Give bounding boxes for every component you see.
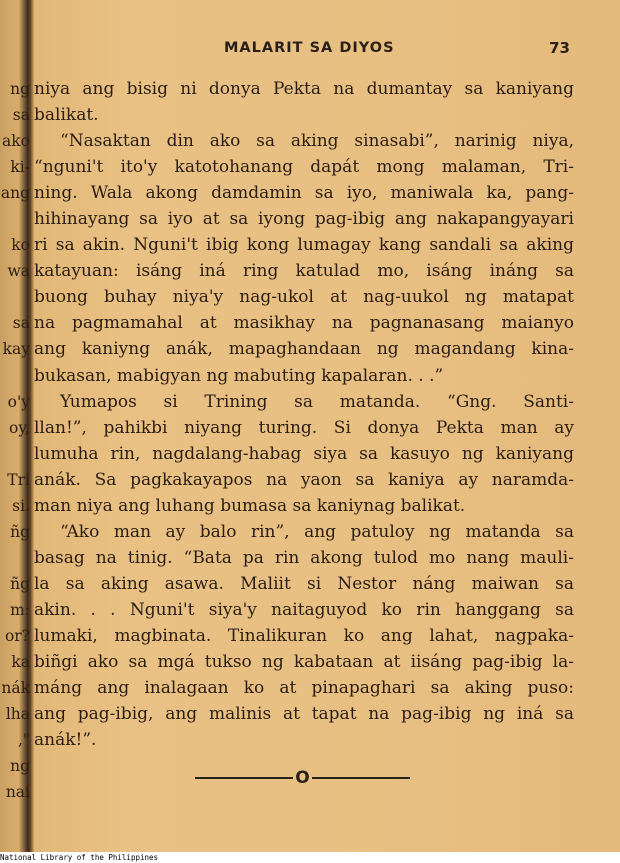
text-line: máng ang inalagaan ko at pinapaghari sa aking puso: (34, 678, 574, 699)
previous-page-fragment (0, 284, 30, 310)
previous-page-fragment: ng (10, 757, 30, 776)
previous-page-fragment (0, 206, 30, 232)
previous-page-fragment: o'y (7, 392, 30, 411)
previous-page-fragment: ang (0, 184, 30, 203)
previous-page-fragment: wa (7, 262, 30, 281)
previous-page-fragment: ki- (10, 158, 30, 177)
previous-page-fragment (0, 545, 30, 571)
ornament-rule-right (312, 777, 410, 779)
previous-page-fragment: sa (12, 314, 30, 333)
previous-page-fragment: or? (4, 626, 30, 645)
text-line: Yumapos si Trining sa matanda. “Gng. Santi- (60, 391, 574, 412)
previous-page-fragment: oy, (9, 418, 30, 437)
previous-page-fragment: m: (10, 600, 30, 619)
text-line: na pagmamahal at masikhay na pagnanasang maianyo (34, 313, 574, 334)
text-line: balikat. (34, 105, 99, 126)
text-line: ang kaniyng anák, mapaghandaan ng magandang kina- (34, 339, 574, 360)
text-line: basag na tinig. “Bata pa rin akong tulod mo nang mauli- (34, 547, 574, 568)
text-line: ning. Wala akong damdamin sa iyo, maniwala ka, pang- (34, 183, 574, 204)
text-line: niya ang bisig ni donya Pekta na dumantay sa kaniyang (34, 79, 574, 99)
ornament-glyph: O (295, 768, 310, 788)
previous-page-fragment: si. (12, 496, 30, 515)
section-end-ornament (195, 766, 410, 790)
text-line: man niya ang luhang bumasa sa kaniynag balikat. (34, 495, 466, 516)
previous-page-edge (0, 76, 30, 805)
text-line: anák!”. (34, 730, 97, 751)
text-line: ang pag-ibig, ang malinis at tapat na pag-ibig ng iná sa (34, 704, 574, 725)
previous-page-fragment: ko (11, 236, 30, 255)
page-number: 73 (549, 39, 570, 57)
text-line: “Nasaktan din ako sa aking sinasabi”, narinig niya, (60, 131, 574, 152)
previous-page-fragment: kay (2, 340, 30, 359)
body-text (34, 76, 574, 753)
text-line: “nguni't ito'y katotohanang dapát mong malaman, Tri- (34, 157, 574, 178)
running-head: MALARIT SA DIYOS (224, 40, 395, 56)
text-line: lumaki, magbinata. Tinalikuran ko ang lahat, nagpaka- (34, 625, 574, 646)
text-line: hihinayang sa iyo at sa iyong pag-ibig ang nakapangyayari (34, 209, 574, 230)
previous-page-fragment: ka (11, 653, 30, 672)
previous-page-fragment: ng (10, 80, 30, 98)
previous-page-fragment: ," (17, 731, 30, 750)
text-line: katayuan: isáng iná ring katulad mo, isáng ináng sa (34, 261, 574, 282)
text-line: bukasan, mabigyan ng mabuting kapalaran. . .” (34, 365, 444, 386)
previous-page-fragment: nák (1, 679, 30, 698)
previous-page-fragment: lha (5, 705, 30, 724)
previous-page-fragment: ñg (10, 522, 30, 541)
text-line: biñgi ako sa mgá tukso ng kabataan at iisáng pag-ibig la- (34, 652, 574, 673)
text-line: buong buhay niya'y nag-ukol at nag-uukol ng matapat (34, 287, 574, 308)
previous-page-fragment: ako (2, 132, 30, 151)
previous-page-fragment (0, 441, 30, 467)
text-line: “Ako man ay balo rin”, ang patuloy ng matanda sa (60, 521, 574, 542)
previous-page-fragment: sa (12, 106, 30, 125)
text-line: ri sa akin. Nguni't ibig kong lumagay kang sandali sa aking (34, 235, 574, 256)
text-line: la sa aking asawa. Maliit si Nestor náng maiwan sa (34, 573, 574, 594)
footer-credit: National Library of the Philippines (0, 853, 159, 862)
previous-page-fragment: nai (5, 783, 30, 802)
text-line: llan!”, pahikbi niyang turing. Si donya Pekta man ay (34, 417, 574, 438)
text-line: lumuha rin, nagdalang-habag siya sa kasuyo ng kaniyang (34, 443, 574, 464)
previous-page-fragment (0, 363, 30, 389)
previous-page-fragment: ñg (10, 574, 30, 593)
text-line: anák. Sa pagkakayapos na yaon sa kaniya ay naramda- (34, 469, 574, 490)
previous-page-fragment: Tri (7, 470, 30, 489)
text-line: akin. . . Nguni't siya'y naitaguyod ko rin hanggang sa (34, 599, 574, 620)
ornament-rule-left (195, 777, 293, 779)
